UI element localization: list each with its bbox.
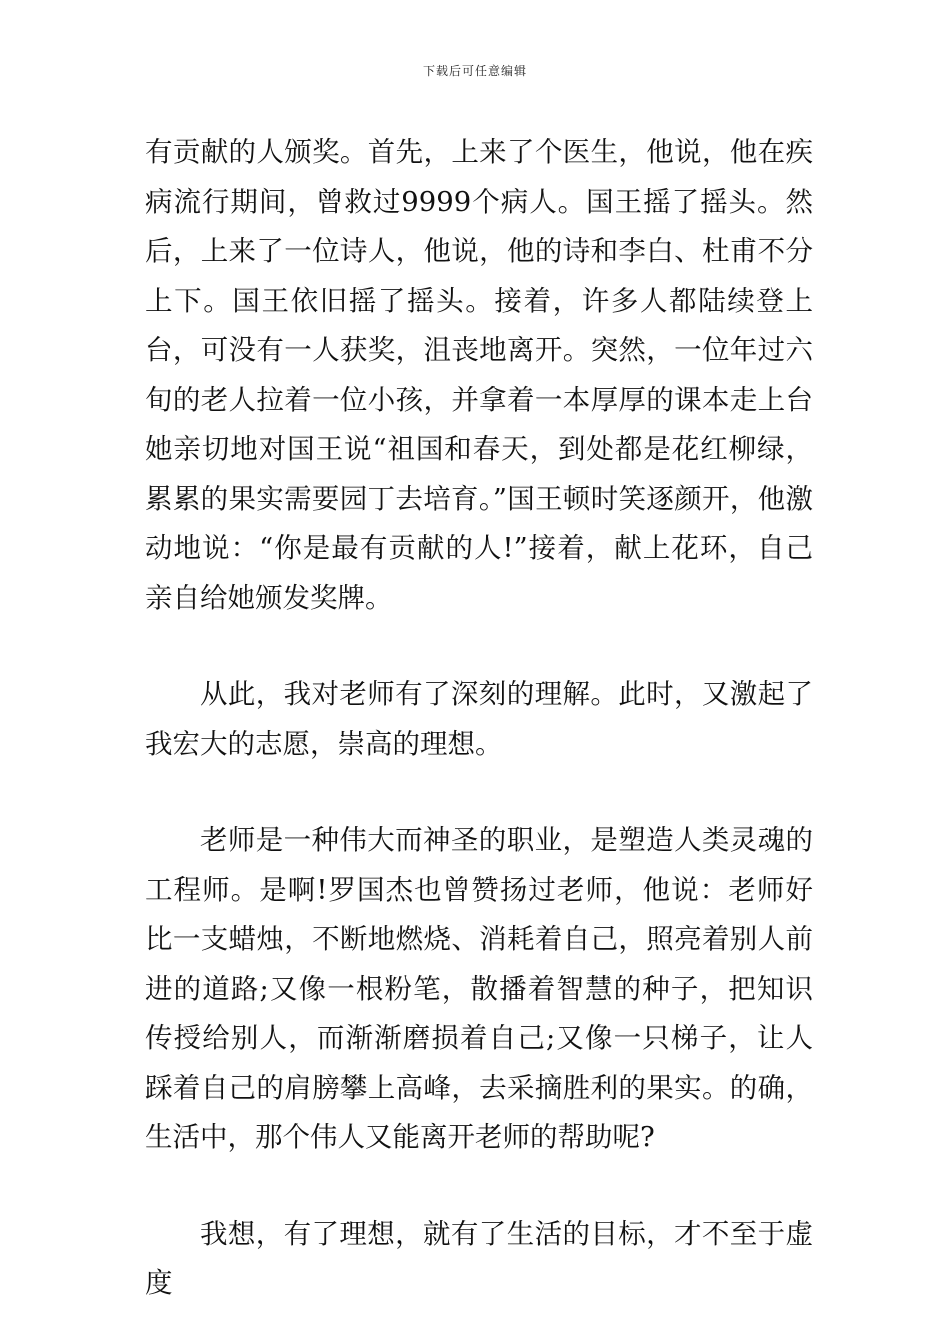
paragraph-1: 有贡献的人颁奖。首先，上来了个医生，他说，他在疾病流行期间，曾救过9999个病人。国王摇了摇头。然后，上来了一位诗人，他说，他的诗和李白、杜甫不分上下。国王依旧摇了摇头。接着，许多人都陆续登上台，可没有一人获奖，沮丧地离开。突然，一位年过六旬的老人拉着一位小孩，并拿着一本厚厚的课本走上台她亲切地对国王说“祖国和春天，到处都是花红柳绿，累累的果实需要园丁去培育。”国王顿时笑逐颜开，他激动地说：“你是最有贡献的人!”接着，献上花环，自己亲自给她颁发奖牌。 [145, 136, 813, 614]
document-body [145, 128, 813, 1309]
paragraph-4: 我想，有了理想，就有了生活的目标，才不至于虚度 [145, 1217, 813, 1299]
page-header: 下载后可任意编辑 [422, 64, 527, 78]
paragraph-2: 从此，我对老师有了深刻的理解。此时，又激起了我宏大的志愿，崇高的理想。 [145, 678, 813, 760]
paragraph-3: 老师是一种伟大而神圣的职业，是塑造人类灵魂的工程师。是啊!罗国杰也曾赞扬过老师，他说：老师好比一支蜡烛，不断地燃烧、消耗着自己，照亮着别人前进的道路;又像一根粉笔，散播着智慧的种子，把知识传授给别人，而渐渐磨损着自己;又像一只梯子，让人踩着自己的肩膀攀上高峰，去采摘胜利的果实。的确，生活中，那个伟人又能离开老师的帮助呢? [145, 824, 813, 1153]
